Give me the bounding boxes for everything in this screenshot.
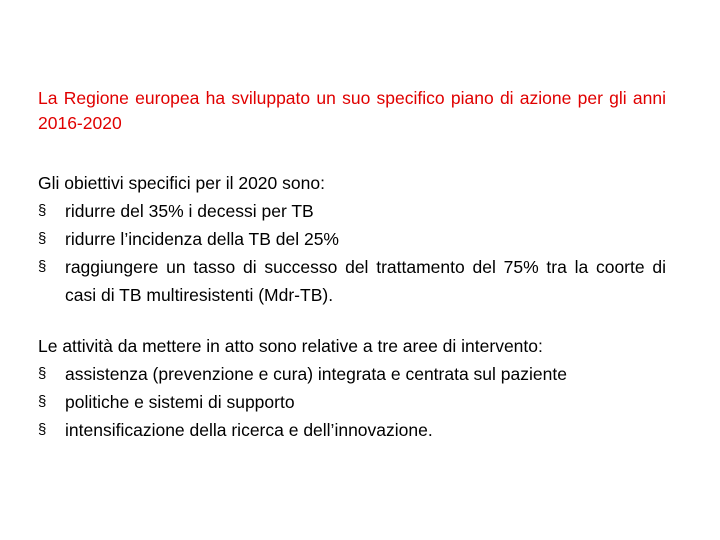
objectives-intro: Gli obiettivi specifici per il 2020 sono:	[38, 173, 325, 193]
activities-list	[38, 360, 666, 444]
list-item	[38, 253, 666, 309]
bullet-icon: §	[38, 258, 47, 275]
list-item	[38, 416, 666, 444]
activities-intro: Le attività da mettere in atto sono relative a tre aree di intervento:	[38, 336, 543, 356]
list-item-text: ridurre l’incidenza della TB del 25%	[65, 229, 339, 249]
activities-section	[38, 332, 666, 444]
slide-heading: La Regione europea ha sviluppato un suo specifico piano di azione per gli anni 2016-2020	[38, 88, 666, 133]
bullet-icon: §	[38, 393, 47, 410]
list-item	[38, 360, 666, 388]
bullet-icon: §	[38, 202, 47, 219]
list-item	[38, 388, 666, 416]
bullet-icon: §	[38, 230, 47, 247]
objectives-list	[38, 197, 666, 309]
bullet-icon: §	[38, 365, 47, 382]
list-item-text: intensificazione della ricerca e dell’innovazione.	[65, 420, 433, 440]
list-item-text: raggiungere un tasso di successo del trattamento del 75% tra la coorte di casi di TB multiresistenti (Mdr-TB).	[65, 257, 666, 305]
list-item-text: ridurre del 35% i decessi per TB	[65, 201, 314, 221]
list-item	[38, 225, 666, 253]
objectives-section	[38, 169, 666, 309]
list-item-text: assistenza (prevenzione e cura) integrata e centrata sul paziente	[65, 364, 567, 384]
list-item	[38, 197, 666, 225]
slide-content	[38, 86, 666, 444]
list-item-text: politiche e sistemi di supporto	[65, 392, 295, 412]
bullet-icon: §	[38, 421, 47, 438]
